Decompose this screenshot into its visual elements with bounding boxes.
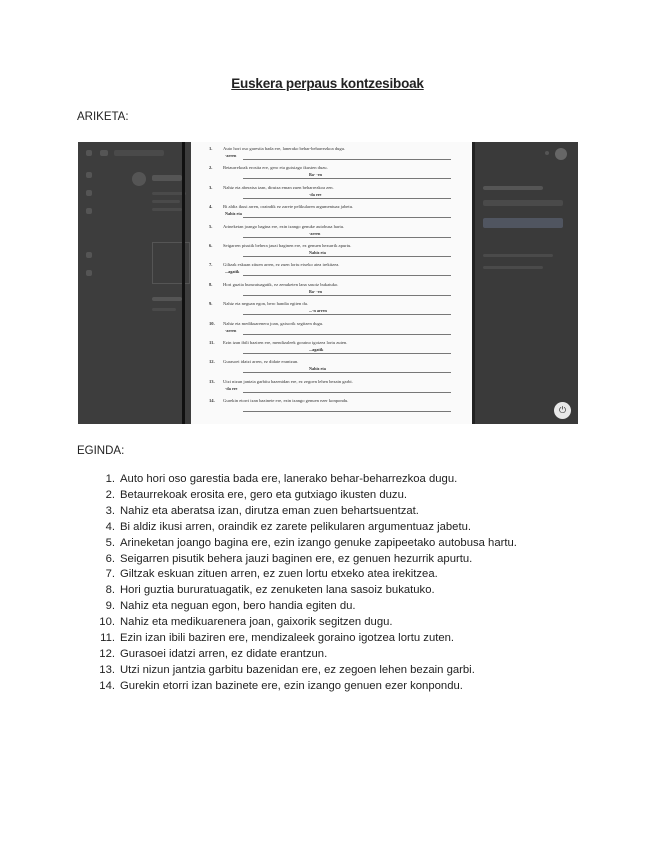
worksheet-line-text: Gurasoei idatzi arren, ez didate erantzun. bbox=[223, 359, 299, 365]
answer-blank bbox=[243, 256, 451, 257]
worksheet-line-number: 4. bbox=[209, 204, 213, 210]
text-line bbox=[152, 200, 180, 203]
worksheet-answer-hint: Nahiz eta bbox=[309, 366, 326, 372]
text-line bbox=[483, 200, 563, 206]
worksheet-line-text: Betaurrekoak erosita ere, gero eta gutxiago ikusten duzu. bbox=[223, 165, 328, 171]
worksheet-line bbox=[209, 185, 457, 191]
worksheet-line-number: 9. bbox=[209, 301, 213, 307]
close-icon bbox=[545, 151, 549, 155]
worksheet-answer-hint: ...agatik bbox=[225, 269, 240, 275]
folder-icon bbox=[86, 270, 92, 276]
worksheet-line-text: Nahiz eta neguan egon, bero handia egiten du. bbox=[223, 301, 309, 307]
worksheet-line-number: 2. bbox=[209, 165, 213, 171]
worksheet-line-text: Auto hori oso garestia bada ere, lanerako behar-beharrezkoa dugu. bbox=[223, 146, 346, 151]
worksheet-line bbox=[209, 224, 457, 230]
text-line bbox=[152, 297, 182, 301]
list-item: 3. Nahiz eta aberatsa izan, dirutza eman zuen behartsuentzat. bbox=[105, 504, 419, 517]
record-icon[interactable]: ⏻ bbox=[554, 402, 571, 419]
worksheet-line-number: 7. bbox=[209, 262, 213, 268]
list-item: 5. Arineketan joango bagina ere, ezin izango genuke zapipeetako autobusa hartu. bbox=[105, 536, 517, 549]
text-line bbox=[152, 208, 182, 211]
worksheet-line-text: Nahiz eta medikuarenera joan, gaixorik segitzen dugu. bbox=[223, 320, 324, 326]
worksheet-answer-hint: Nahiz eta bbox=[309, 250, 326, 255]
worksheet-line-number: 6. bbox=[209, 243, 213, 248]
list-item: 4. Bi aldiz ikusi arren, oraindik ez zarete pelikularen argumentuaz jabetu. bbox=[105, 520, 472, 533]
list-item: 6. Seigarren pisutik behera jauzi baginen ere, ez genuen hezurrik apurtu. bbox=[105, 552, 473, 565]
answers-list bbox=[96, 472, 517, 695]
list-item: 8. Hori guztia bururatuagatik, ez zenuketen lana sasoiz bukatuko. bbox=[105, 584, 435, 597]
worksheet-line bbox=[209, 398, 457, 404]
worksheet-line bbox=[209, 204, 457, 210]
worksheet-answer-hint: -arren bbox=[225, 153, 237, 158]
text-line bbox=[152, 192, 186, 195]
worksheet-line-text: Arineketan joango bagina ere, ezin izango genuke autobusa hartu. bbox=[223, 223, 345, 229]
worksheet-image bbox=[191, 142, 475, 424]
list-item: 14. Gurekin etorri izan bazinete ere, ezin izango genuen ezer konpondu. bbox=[99, 679, 463, 692]
worksheet-line bbox=[209, 301, 457, 307]
worksheet-answer-hint: Nahiz eta bbox=[225, 211, 242, 217]
list-item: 12. Gurasoei idatzi arren, ez didate erantzun. bbox=[99, 647, 328, 660]
worksheet-answer-hint: Ba- -en bbox=[309, 288, 322, 294]
worksheet-answer-hint: ...agatik bbox=[309, 347, 324, 352]
list-item: 13. Utzi nizun jantzia garbitu bazenidan ere, ez zegoen lehen bezain garbi. bbox=[99, 663, 475, 676]
people-icon bbox=[86, 208, 92, 214]
list-item: 10. Nahiz eta medikuarenera joan, gaixorik segitzen dugu. bbox=[99, 616, 393, 629]
answer-blank bbox=[243, 275, 451, 276]
screenshot-left-panel bbox=[78, 142, 191, 424]
scan-edge bbox=[182, 142, 185, 424]
list-item: 1. Auto hori oso garestia bada ere, lanerako behar-beharrezkoa dugu. bbox=[105, 473, 458, 485]
worksheet-line-text: Utzi nizun jantzia garbitu bazenidan ere, ez zegoen lehen bezain garbi. bbox=[223, 378, 353, 384]
worksheet-line bbox=[209, 165, 457, 171]
answer-blank bbox=[243, 237, 451, 238]
worksheet-line-text: Giltzak eskuan zituen arren, ez zuen lortu etxeko atea irekitzea. bbox=[223, 262, 340, 268]
menu-icon bbox=[86, 150, 92, 156]
text-line bbox=[483, 186, 543, 190]
profile-icon bbox=[555, 148, 567, 160]
app-label-bar bbox=[114, 150, 164, 156]
worksheet-line-number: 1. bbox=[209, 146, 213, 151]
list-item: 7. Giltzak eskuan zituen arren, ez zuen lortu etxeko atea irekitzea. bbox=[105, 568, 438, 581]
doc-icon bbox=[100, 150, 108, 156]
worksheet-line bbox=[209, 321, 457, 327]
worksheet-line bbox=[209, 243, 457, 249]
answers-label: EGINDA: bbox=[77, 445, 125, 457]
worksheet-answer-hint: -arren bbox=[225, 327, 237, 333]
home-icon bbox=[86, 172, 92, 178]
worksheet-line bbox=[209, 282, 457, 288]
worksheet-line bbox=[209, 262, 457, 268]
worksheet-line bbox=[209, 146, 457, 152]
text-line bbox=[483, 254, 553, 257]
worksheet-line-number: 13. bbox=[209, 378, 215, 384]
answer-blank bbox=[243, 217, 451, 218]
worksheet-line-number: 8. bbox=[209, 281, 213, 287]
answer-blank bbox=[243, 178, 451, 179]
worksheet-line-number: 3. bbox=[209, 184, 213, 190]
worksheet-answer-hint: Ba- -en bbox=[309, 172, 322, 178]
text-line bbox=[483, 266, 543, 269]
worksheet-line-text: Gurekin etorri izan bazinete ere, ezin izango genuen ezer konpondu. bbox=[223, 398, 349, 404]
list-icon bbox=[86, 190, 92, 196]
answer-blank bbox=[243, 314, 451, 315]
answer-blank bbox=[243, 198, 451, 199]
worksheet-line bbox=[209, 340, 457, 346]
answer-blank bbox=[243, 372, 451, 373]
worksheet-answer-hint: -arren bbox=[309, 230, 321, 236]
exercise-label: ARIKETA: bbox=[77, 111, 129, 123]
worksheet-line bbox=[209, 359, 457, 365]
tag-icon bbox=[86, 252, 92, 258]
worksheet-line-text: Nahiz eta aberatsa izan, dirutza eman zuen beharrezkoa zen. bbox=[223, 184, 334, 190]
worksheet-line-text: Hori guztia bururatuagatik, ez zenuketen lana sasoiz bukatuko. bbox=[223, 281, 339, 287]
list-item: 2. Betaurrekoak erosita ere, gero eta gutxiago ikusten duzu. bbox=[105, 488, 407, 501]
answer-blank bbox=[243, 392, 451, 393]
worksheet-line-number: 5. bbox=[209, 223, 213, 229]
worksheet-line-number: 12. bbox=[209, 359, 215, 365]
heading-fragment bbox=[152, 175, 182, 181]
exercise-screenshot bbox=[78, 142, 578, 424]
worksheet-line-text: Bi aldiz ikusi arren, oraindik ez zarete pelikularen argumentuaz jabetu. bbox=[223, 204, 354, 210]
answer-blank bbox=[243, 411, 451, 412]
answer-blank bbox=[243, 295, 451, 296]
text-line bbox=[152, 308, 176, 311]
worksheet-line-number: 10. bbox=[209, 320, 215, 326]
worksheet-answer-hint: ...-n arren bbox=[309, 308, 327, 314]
worksheet-line-text: Ezin izan ibili baziren ere, mendizaleek goraino igotzea lortu zuten. bbox=[223, 340, 348, 345]
screenshot-right-panel bbox=[475, 142, 578, 424]
worksheet-line-number: 14. bbox=[209, 398, 215, 404]
list-item: 9. Nahiz eta neguan egon, bero handia egiten du. bbox=[105, 600, 356, 613]
worksheet-line-number: 11. bbox=[209, 340, 215, 345]
list-item: 11. Ezin izan ibili baziren ere, mendizaleek goraino igotzea lortu zuten. bbox=[100, 632, 455, 645]
worksheet-line bbox=[209, 379, 457, 385]
worksheet-line-text: Seigarren pisutik behera jauzi baginen ere, ez genuen hezurrik apurtu. bbox=[223, 243, 352, 248]
answer-blank bbox=[243, 353, 451, 354]
avatar bbox=[132, 172, 146, 186]
answer-blank bbox=[243, 159, 451, 160]
page-title: Euskera perpaus kontzesiboak bbox=[231, 76, 424, 91]
button bbox=[483, 218, 563, 228]
worksheet-answer-hint: -da ere bbox=[309, 191, 322, 197]
worksheet-answer-hint: -da ere bbox=[225, 385, 238, 391]
answer-blank bbox=[243, 334, 451, 335]
